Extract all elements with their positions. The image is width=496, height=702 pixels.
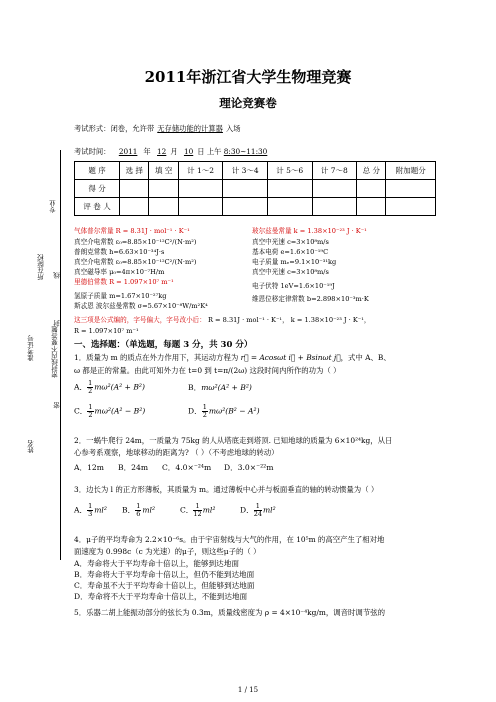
constant-row: 真空中光速 c=3×10⁸m/s [252,268,329,276]
exam-time [74,147,267,157]
grader-cell[interactable] [149,198,178,216]
header-cell: 附加题分 [386,162,436,180]
score-cell[interactable] [357,180,386,198]
score-cell[interactable] [149,180,178,198]
constant-row: 真空介电常数 ε₀=8.85×10⁻¹²C²/(N·m²) [74,258,197,266]
q1-formula: r⃗ = Acosωt i⃗ + Bsinωt j⃗ [240,353,341,362]
score-cell[interactable] [178,180,223,198]
constant-row: 电子伏特 1eV=1.6×10⁻¹⁹J [252,282,335,290]
constant-row: 基本电荷 e=1.6×10⁻¹⁹C [252,248,329,256]
constant-row: 斯忒恩 波尔兹曼常数 σ=5.67×10⁻⁸W/m²K⁴ [74,302,208,310]
side-name-label: 姓名 [27,440,35,453]
exam-form [74,124,241,134]
constant-row: 里德伯常数 R = 1.097×10⁷ m⁻¹ [74,278,174,286]
q4-option-c[interactable]: C．寿命虽不大于平均寿命十倍以上，但能够到达地面 [74,581,255,590]
exam-day-unit: 日 [197,147,205,156]
header-cell: 填 空 [149,162,178,180]
red-note-line2: R = 1.097×10⁷ m⁻¹ [74,327,139,335]
q3-option-b[interactable]: B． $\frac{1}{6}$ ml² [122,502,156,518]
exam-time-label: 考试时间： [74,147,111,156]
red-note-text: 这三项是公式编的，字号偏大，字号改小后： [74,316,206,324]
side-seal-label: 封 [53,320,61,327]
q4-line2: 面速度为 0.998c（c 为光速）的μ子，则这些μ子的（ ） [74,547,261,556]
q3-line1: 3．边长为 l 的正方形薄板，其质量为 m。通过薄板中心并与板面垂直的轴的转动惯量为（ ） [74,485,379,494]
q4-option-a[interactable]: A．寿命将大于平均寿命十倍以上，能够到达地面 [74,559,239,568]
constant-row: 玻尔兹曼常量 k = 1.38×10⁻²³ J · K⁻¹ [252,227,367,235]
page-title: 2011年浙江省大学生物理竞赛 [144,68,352,86]
q1-option-a[interactable]: A． $\frac{1}{2}$ mω²(A² + B²) [74,379,145,395]
q1-line1: 1．质量为 m 的质点在外力作用下，其运动方程为 r⃗ = Acosωt i⃗ + Bsinωt j⃗，式中 A、B、 [74,353,391,362]
q4-option-d[interactable]: D．寿命将不大于平均寿命十倍以上，不能到达地面 [74,592,248,601]
page-number: 1 / 15 [237,686,259,694]
q1-option-d[interactable]: D． $\frac{1}{2}$ mω²(B² − A²) [188,403,260,419]
grader-cell[interactable] [178,198,223,216]
q2-option-a[interactable]: A．12m [74,463,104,472]
header-cell: 选 择 [120,162,149,180]
constant-row: 普朗克常数 h=6.63×10⁻³⁴J·s [74,248,165,256]
exam-month: 12 [157,147,167,156]
q2-option-c[interactable]: C．4.0×⁻²⁴m [162,463,212,472]
row-label: 得 分 [75,180,120,198]
score-cell[interactable] [386,180,436,198]
side-major-label: 专业 [49,200,57,213]
header-cell: 计 3～4 [223,162,268,180]
exam-year: 2011 [118,147,138,156]
q3-option-c[interactable]: C． $\frac{1}{12}$ ml² [180,502,216,518]
grader-cell[interactable] [120,198,149,216]
grader-cell[interactable] [312,198,357,216]
constant-row: 气体普尔常量 R = 8.31J · mol⁻¹ · K⁻¹ [74,227,190,235]
exam-year-unit: 年 [143,147,151,156]
score-row [75,180,436,198]
exam-form-underlined: 无存储功能的计算器 [157,124,223,133]
constant-row: 真空介电常数 ε₀=8.85×10⁻¹²C²/(N·m²) [74,238,197,246]
constant-row: 真空磁导率 μ₀=4π×10⁻⁷H/m [74,268,165,276]
q4-line1: 4．μ子的平均寿命为 2.2×10⁻⁶s。由于宇宙射线与大气的作用，在 10⁵m 的高空产生了相对地 [74,535,385,544]
grader-cell[interactable] [357,198,386,216]
score-cell[interactable] [312,180,357,198]
red-note-formula: R = 8.31J · mol⁻¹ · K⁻¹， k = 1.38×10⁻²³ J · K⁻¹， [207,316,371,324]
q4-option-b[interactable]: B．寿命将大于平均寿命十倍以上，但仍不能到达地面 [74,570,255,579]
side-college-label: 所在院校 [37,254,45,280]
header-cell: 总 分 [357,162,386,180]
q3-option-a[interactable]: A． $\frac{1}{3}$ ml² [74,502,107,518]
q1-line2: ω 都是正的常量。由此可知外力在 t=0 到 t=π/(2ω) 这段时间内所作的功为（ ） [74,366,341,375]
q1-option-b[interactable]: B．mω²(A² + B²) [188,383,252,392]
header-cell: 计 7～8 [312,162,357,180]
grader-cell[interactable] [267,198,312,216]
q3-option-d[interactable]: D． $\frac{1}{24}$ ml² [240,502,276,518]
exam-form-prefix: 考试形式：闭卷，允许带 [74,124,155,133]
header-cell: 题 序 [75,162,120,180]
score-cell[interactable] [223,180,268,198]
exam-range: 8:30~11:30 [223,147,268,156]
q2-option-d[interactable]: D．3.0×⁻²²m [224,463,274,472]
q2-line2: 心参考系观察，地球移动的距离为? （ ）（不考虑地球的转动） [74,448,279,457]
q5-line1: 5．乐器二胡上能振动部分的弦长为 0.3m，质量线密度为 ρ = 4×10⁻⁴kg/m，调音时调节弦的 [74,608,385,617]
grader-cell[interactable] [386,198,436,216]
red-note [74,314,371,324]
side-no-answer-label: 密封线内不要答题 [51,326,59,378]
constant-row: 真空中光速 c=3×10⁸m/s [252,238,329,246]
header-cell: 计 1～2 [178,162,223,180]
score-table [74,161,436,216]
exam-month-unit: 月 [170,147,178,156]
score-cell[interactable] [120,180,149,198]
constant-row: 维恩位移定律常数 b=2.898×10⁻³m·K [252,295,369,303]
score-table-header-row [75,162,436,180]
side-line-label: 线 [53,272,61,279]
binding-line [60,150,61,560]
section-heading: 一、选择题：（单选题，每题 3 分，共 30 分） [74,340,253,350]
exam-day: 10 [183,147,194,156]
side-exam-number-label: 准考证号 [27,335,35,361]
q2-line1: 2．一蜗牛爬行 24m，一质量为 75kg 的人从塔底走到塔顶. 已知地球的质量为 6×10²⁴kg，从日 [74,436,393,445]
grader-row [75,198,436,216]
page-subtitle: 理论竞赛卷 [219,96,277,110]
q2-option-b[interactable]: B．24m [118,463,149,472]
grader-cell[interactable] [223,198,268,216]
side-dense-label: 密 [53,402,61,409]
exam-form-suffix: 入场 [225,124,241,133]
constant-row: 电子质量 mₑ=9.1×10⁻³¹kg [252,258,337,266]
q1-option-c[interactable]: C． $\frac{1}{2}$ mω²(A² − B²) [74,403,146,419]
score-cell[interactable] [267,180,312,198]
constant-row: 氢原子质量 m=1.67×10⁻²⁷kg [74,292,167,300]
header-cell: 计 5～6 [267,162,312,180]
row-label: 评 卷 人 [75,198,120,216]
exam-period: 上午 [206,147,222,156]
